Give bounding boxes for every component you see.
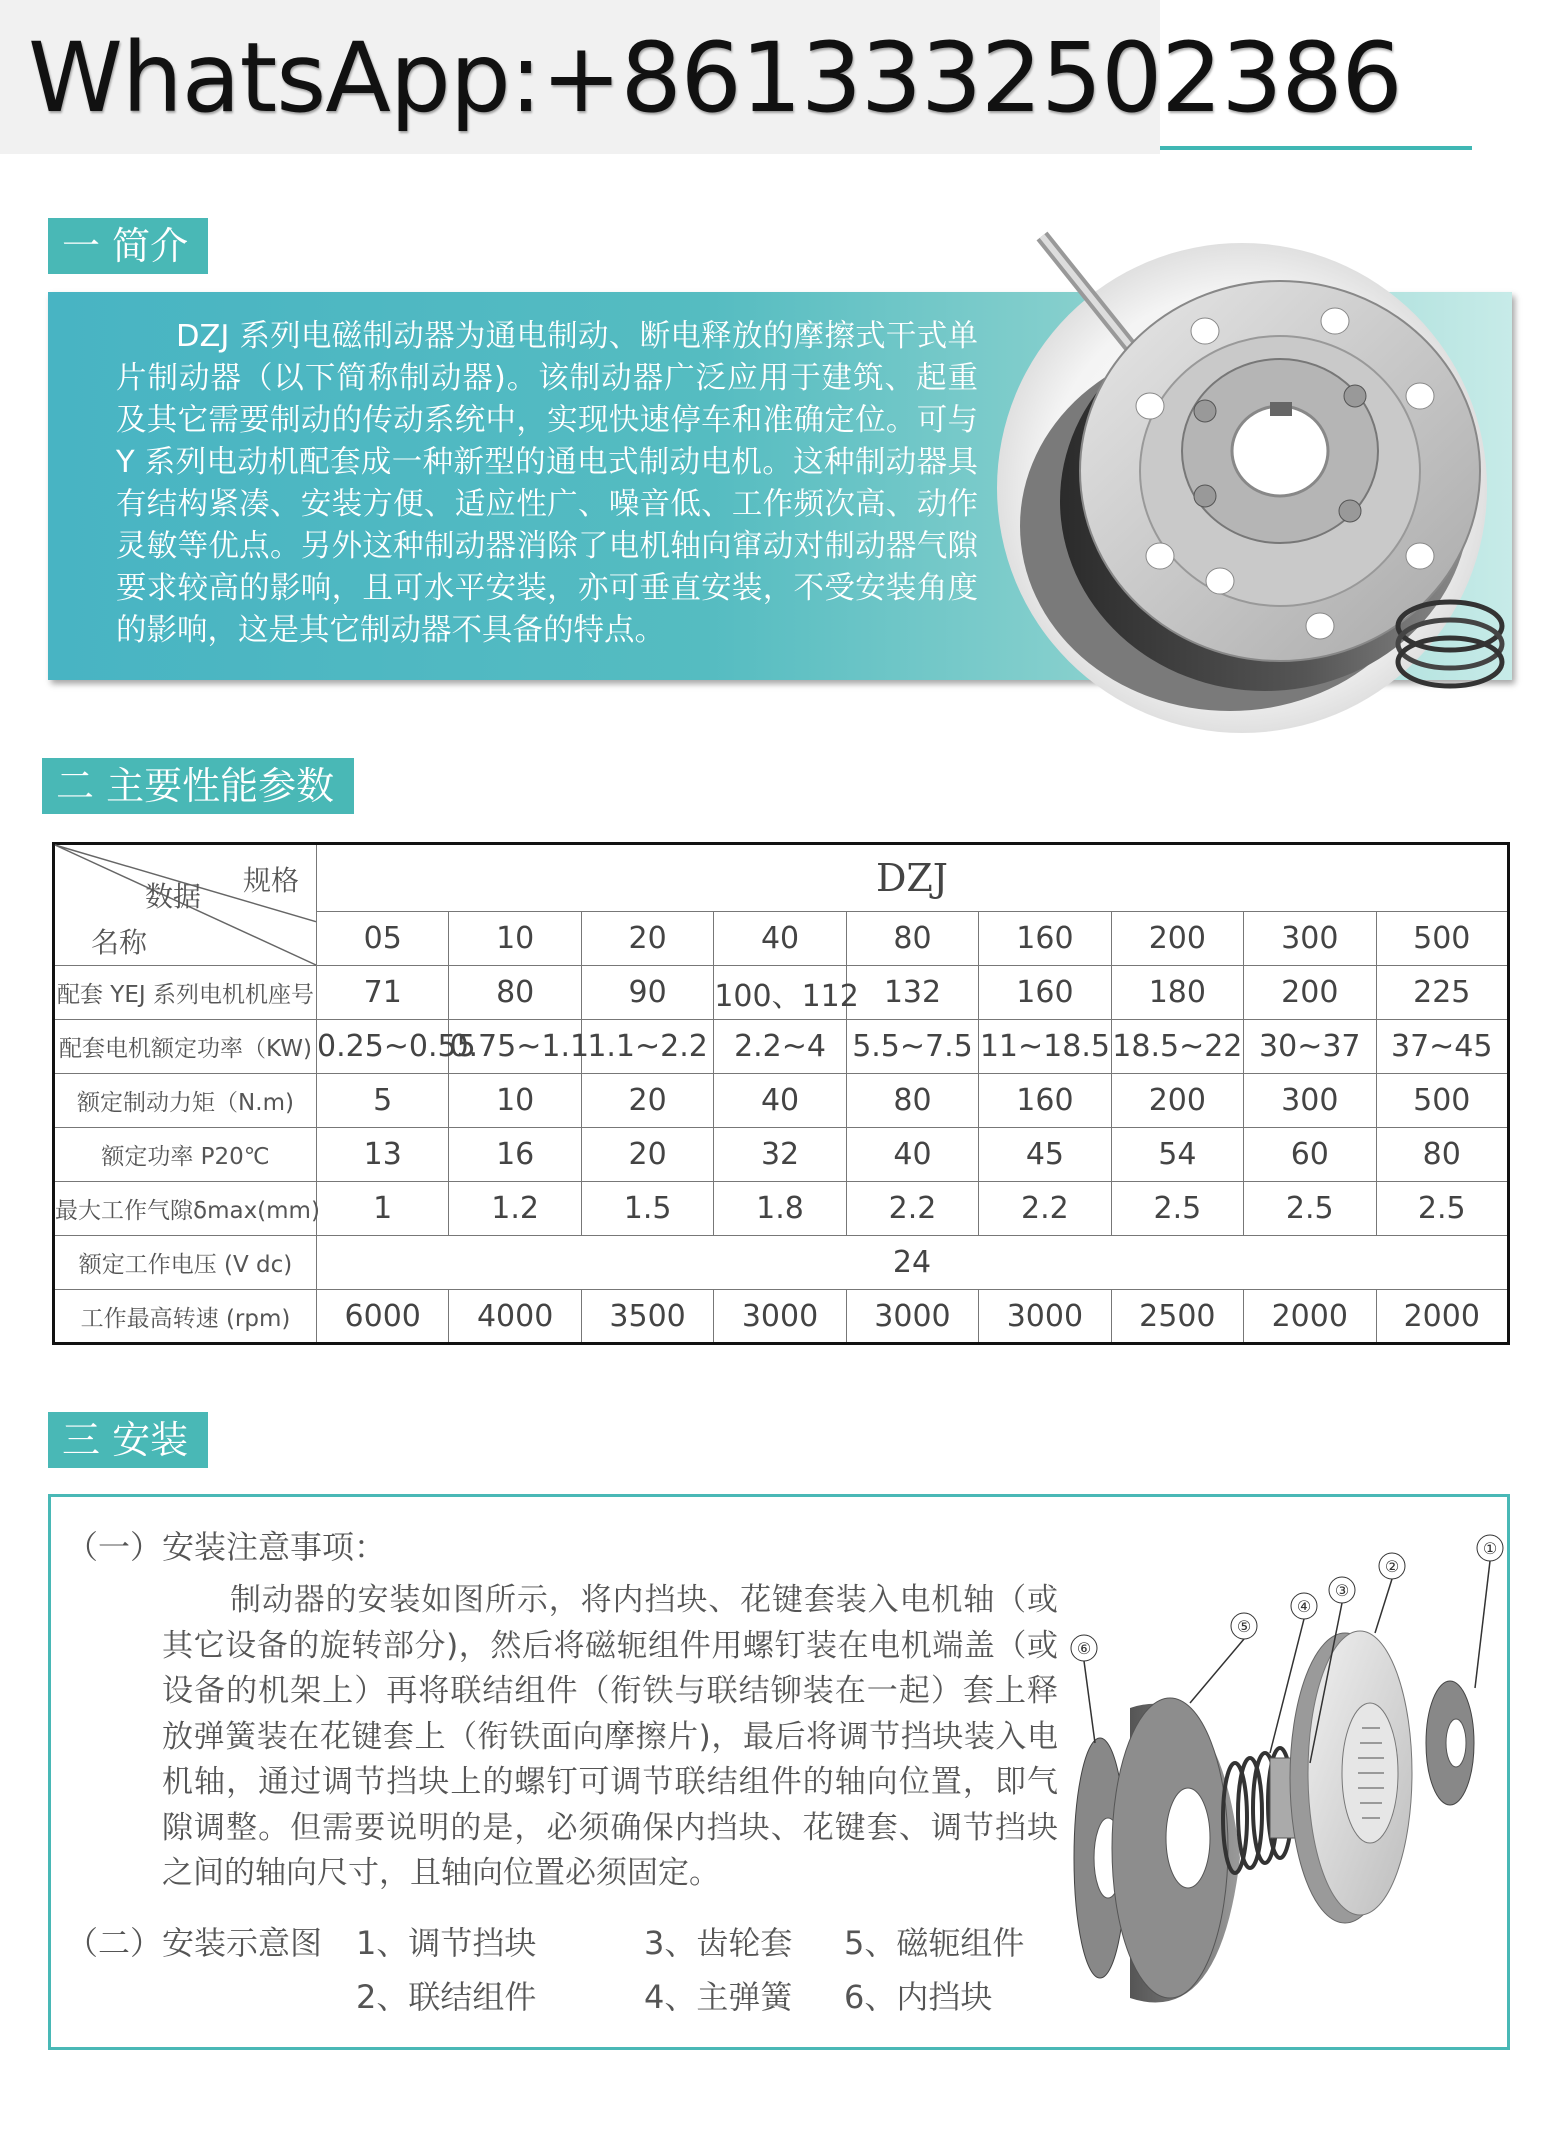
table-row [54, 1182, 1509, 1236]
model-header-cell: 10 [449, 912, 581, 966]
callout-5: ⑤ [1236, 1617, 1252, 1636]
legend-item-3: 3、齿轮套 [644, 1924, 793, 1962]
table-cell: 200 [1111, 1074, 1243, 1128]
row-label: 额定制动力矩（N.m) [54, 1074, 317, 1128]
table-cell: 30~37 [1244, 1020, 1376, 1074]
intro-paragraph: DZJ 系列电磁制动器为通电制动、断电释放的摩擦式干式单片制动器（以下简称制动器)。该制动器广泛应用于建筑、起重及其它需要制动的传动系统中，实现快速停车和准确定位。可与 Y 系列电动机配套成一种新型的通电式制动电机。这种制动器具有结构紧凑、安装方便、适应性广、噪音低、工作频次高、动作灵敏等优点。另外这种制动器消除了电机轴向窜动对制动器气隙要求较高的影响，且可水平安装，亦可垂直安装，不受安装角度的影响，这是其它制动器不具备的特点。 [116, 319, 978, 648]
table-cell: 200 [1244, 966, 1376, 1020]
table-cell: 180 [1111, 966, 1243, 1020]
exploded-assembly-diagram [1070, 1528, 1510, 2028]
model-header-cell: 20 [581, 912, 713, 966]
callout-4: ④ [1296, 1597, 1312, 1616]
table-cell: 2.2 [846, 1182, 978, 1236]
model-header-cell: 80 [846, 912, 978, 966]
series-header: DZJ [317, 844, 1509, 912]
table-cell: 13 [317, 1128, 449, 1182]
table-cell: 2.2~4 [714, 1020, 846, 1074]
legend-item-4: 4、主弹簧 [644, 1978, 793, 2016]
table-cell: 45 [979, 1128, 1111, 1182]
install-notes-heading: （一）安装注意事项： [66, 1528, 387, 1566]
table-cell: 2500 [1111, 1290, 1243, 1344]
section-tab-intro: 一 简介 [48, 218, 208, 274]
table-cell: 2.5 [1376, 1182, 1509, 1236]
table-cell: 4000 [449, 1290, 581, 1344]
table-cell: 5 [317, 1074, 449, 1128]
install-notes-paragraph: 制动器的安装如图所示，将内挡块、花键套装入电机轴（或其它设备的旋转部分)，然后将磁轭组件用螺钉装在电机端盖（或设备的机架上）再将联结组件（衔铁与联结铆装在一起）套上释放弹簧装在花键套上（衔铁面向摩擦片)，最后将调节挡块装入电机轴，通过调节挡块上的螺钉可调节联结组件的轴向位置，即气隙调整。但需要说明的是，必须确保内挡块、花键套、调节挡块之间的轴向尺寸，且轴向位置必须固定。 [162, 1582, 1058, 1891]
table-cell: 2000 [1244, 1290, 1376, 1344]
model-header-cell: 05 [317, 912, 449, 966]
row-label: 配套 YEJ 系列电机机座号 [54, 966, 317, 1020]
table-cell: 20 [581, 1074, 713, 1128]
table-cell: 0.75~1.1 [449, 1020, 581, 1074]
corner-data-label: 数据 [145, 880, 202, 913]
table-cell: 2.5 [1244, 1182, 1376, 1236]
voltage-value-cell: 24 [317, 1236, 1509, 1290]
table-cell: 100、112 [714, 966, 846, 1020]
model-header-cell: 300 [1244, 912, 1376, 966]
table-row [54, 1290, 1509, 1344]
model-header-cell: 160 [979, 912, 1111, 966]
table-cell: 3000 [979, 1290, 1111, 1344]
table-cell: 20 [581, 1128, 713, 1182]
table-cell: 500 [1376, 1074, 1509, 1128]
table-cell: 80 [449, 966, 581, 1020]
table-cell: 2000 [1376, 1290, 1509, 1344]
row-label: 配套电机额定功率（KW) [54, 1020, 317, 1074]
model-header-cell: 500 [1376, 912, 1509, 966]
row-label: 工作最高转速 (rpm) [54, 1290, 317, 1344]
brake-product-image [980, 226, 1540, 736]
callout-1: ① [1482, 1539, 1498, 1558]
table-cell: 80 [846, 1074, 978, 1128]
table-cell: 3000 [714, 1290, 846, 1344]
table-cell: 0.25~0.55 [317, 1020, 449, 1074]
table-cell: 2.2 [979, 1182, 1111, 1236]
table-cell: 71 [317, 966, 449, 1020]
section-tab-install: 三 安装 [48, 1412, 208, 1468]
table-cell: 40 [714, 1074, 846, 1128]
callout-6: ⑥ [1076, 1639, 1092, 1658]
table-cell: 18.5~22 [1111, 1020, 1243, 1074]
table-cell: 160 [979, 966, 1111, 1020]
table-cell: 90 [581, 966, 713, 1020]
table-row [54, 966, 1509, 1020]
table-cell: 60 [1244, 1128, 1376, 1182]
table-cell: 2.5 [1111, 1182, 1243, 1236]
table-cell: 10 [449, 1074, 581, 1128]
table-cell: 3500 [581, 1290, 713, 1344]
section-tab-params: 二 主要性能参数 [42, 758, 354, 814]
table-cell: 132 [846, 966, 978, 1020]
table-cell: 80 [1376, 1128, 1509, 1182]
watermark-text: WhatsApp:+8613332502386 [28, 22, 1402, 134]
table-cell: 40 [846, 1128, 978, 1182]
legend-item-2: 2、联结组件 [356, 1978, 537, 2016]
table-row [54, 1074, 1509, 1128]
table-cell: 37~45 [1376, 1020, 1509, 1074]
callout-2: ② [1384, 1557, 1400, 1576]
table-corner-cell [54, 844, 317, 966]
table-cell: 11~18.5 [979, 1020, 1111, 1074]
legend-item-1: 1、调节挡块 [356, 1924, 537, 1962]
corner-name-label: 名称 [91, 926, 148, 959]
table-cell: 1.2 [449, 1182, 581, 1236]
table-cell: 1.8 [714, 1182, 846, 1236]
row-label: 额定功率 P20℃ [54, 1128, 317, 1182]
table-cell: 3000 [846, 1290, 978, 1344]
table-cell: 6000 [317, 1290, 449, 1344]
table-cell: 1.5 [581, 1182, 713, 1236]
table-row [54, 1020, 1509, 1074]
spec-table [52, 842, 1510, 1345]
row-label: 最大工作气隙δmax(mm) [54, 1182, 317, 1236]
table-cell: 32 [714, 1128, 846, 1182]
legend-item-5: 5、磁轭组件 [844, 1924, 1025, 1962]
table-cell: 1.1~2.2 [581, 1020, 713, 1074]
table-cell: 1 [317, 1182, 449, 1236]
table-cell: 300 [1244, 1074, 1376, 1128]
model-header-cell: 40 [714, 912, 846, 966]
header-accent-rule [1160, 146, 1472, 150]
table-cell: 225 [1376, 966, 1509, 1020]
table-row [54, 1236, 1509, 1290]
callout-3: ③ [1334, 1581, 1350, 1600]
install-diagram-heading: （二）安装示意图 [66, 1924, 323, 1962]
table-cell: 16 [449, 1128, 581, 1182]
table-cell: 54 [1111, 1128, 1243, 1182]
row-label: 额定工作电压 (V dc) [54, 1236, 317, 1290]
table-cell: 5.5~7.5 [846, 1020, 978, 1074]
table-cell: 160 [979, 1074, 1111, 1128]
model-header-cell: 200 [1111, 912, 1243, 966]
corner-spec-label: 规格 [243, 864, 300, 897]
legend-item-6: 6、内挡块 [844, 1978, 993, 2016]
table-row [54, 1128, 1509, 1182]
